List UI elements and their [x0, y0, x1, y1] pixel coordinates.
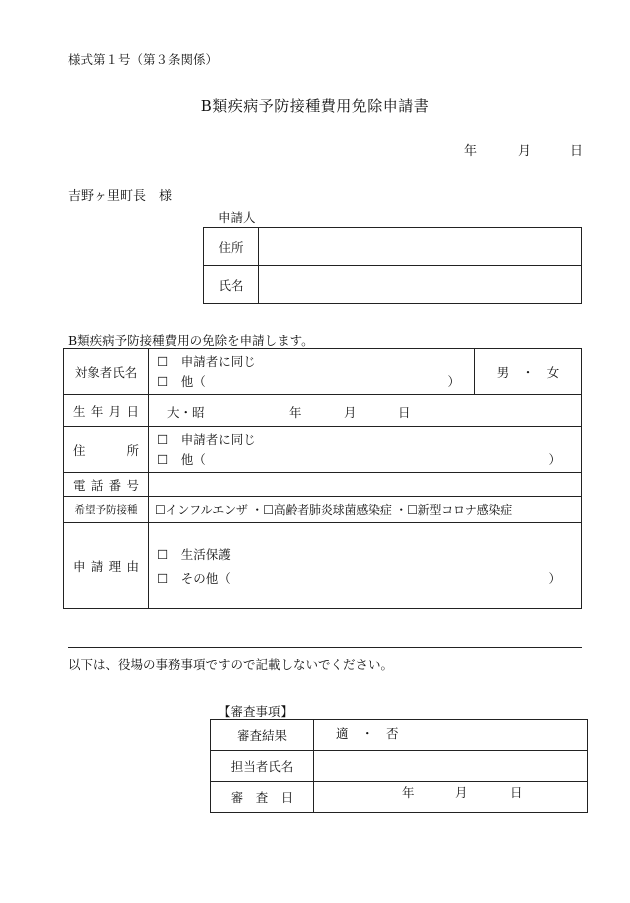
address-same-option[interactable]: ☐ 申請者に同じ: [157, 431, 256, 447]
applicant-name-field[interactable]: [259, 266, 582, 304]
address-row: [64, 427, 582, 473]
review-result-value[interactable]: 適 ・ 否: [314, 720, 588, 751]
birth-month-label: 月: [344, 404, 357, 420]
review-result-row: [211, 720, 588, 751]
applicant-table: [203, 227, 582, 304]
review-staff-label: 担当者氏名: [211, 751, 314, 782]
applicant-address-label: 住所: [204, 228, 259, 266]
vaccine-options[interactable]: ☐インフルエンザ ・☐高齢者肺炎球菌感染症 ・☐新型コロナ感染症: [149, 497, 582, 523]
birthdate-row: [64, 395, 582, 427]
subject-name-row: [64, 349, 582, 395]
address-cell: [149, 427, 582, 473]
reason-other-option[interactable]: ☐ その他（ ）: [157, 570, 561, 586]
review-date-field[interactable]: [314, 782, 588, 813]
sex-select[interactable]: 男 ・ 女: [475, 349, 582, 395]
vaccine-row: [64, 497, 582, 523]
reason-cell: [149, 523, 582, 609]
review-month-label: 月: [455, 785, 468, 800]
document-title: B類疾病予防接種費用免除申請書: [200, 97, 430, 115]
birth-day-label: 日: [398, 404, 411, 420]
reason-row: [64, 523, 582, 609]
application-form-table: [63, 348, 582, 609]
subject-name-label: 対象者氏名: [64, 349, 149, 395]
review-date-row: [211, 782, 588, 813]
review-year-label: 年: [402, 785, 415, 800]
phone-field[interactable]: [149, 473, 582, 497]
reason-welfare-option[interactable]: ☐ 生活保護: [157, 546, 231, 562]
review-staff-field[interactable]: [314, 751, 588, 782]
review-day-label: 日: [510, 785, 523, 800]
phone-row: [64, 473, 582, 497]
review-section-label: 【審査事項】: [218, 704, 294, 719]
form-number: 様式第１号（第３条関係）: [68, 52, 219, 67]
vaccine-label: 希望予防接種: [64, 497, 149, 523]
birthdate-field[interactable]: [149, 395, 582, 427]
phone-label: 電話番号: [64, 473, 149, 497]
review-date-label: 審 査 日: [211, 782, 314, 813]
addressee: 吉野ヶ里町長 様: [68, 189, 173, 204]
date-year-label: 年: [464, 144, 478, 159]
birthdate-label: 生年月日: [64, 395, 149, 427]
applicant-name-label: 氏名: [204, 266, 259, 304]
birth-year-label: 年: [289, 404, 302, 420]
office-use-note: 以下は、役場の事務事項ですので記載しないでください。: [68, 657, 394, 672]
applicant-address-field[interactable]: [259, 228, 582, 266]
intro-text: B類疾病予防接種費用の免除を申請します。: [68, 333, 314, 348]
subject-same-option[interactable]: ☐ 申請者に同じ: [157, 353, 256, 369]
review-result-label: 審査結果: [211, 720, 314, 751]
address-other-option[interactable]: ☐ 他（ ）: [157, 451, 561, 467]
office-use-divider: [68, 647, 582, 648]
review-table: [210, 719, 588, 813]
era-options[interactable]: 大・昭: [167, 404, 205, 420]
reason-label: 申請理由: [64, 523, 149, 609]
applicant-label: 申請人: [218, 210, 256, 225]
date-month-label: 月: [518, 144, 532, 159]
review-staff-row: [211, 751, 588, 782]
date-day-label: 日: [570, 144, 584, 159]
subject-name-cell: [149, 349, 475, 395]
address-label: 住 所: [64, 427, 149, 473]
subject-other-option[interactable]: ☐ 他（ ）: [157, 373, 460, 389]
